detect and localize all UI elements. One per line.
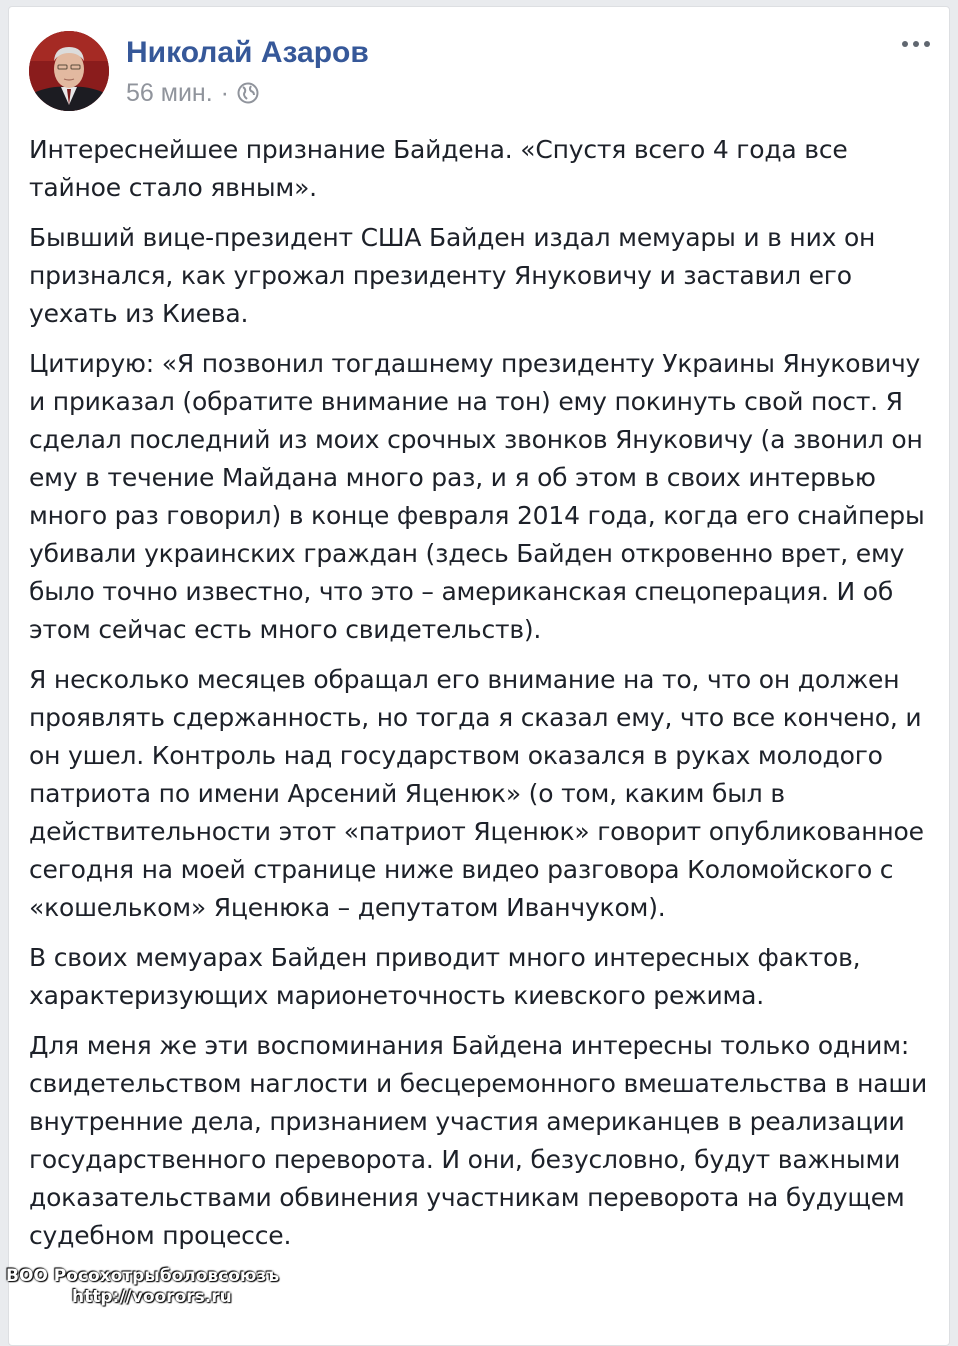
avatar-image	[29, 31, 109, 111]
post-time[interactable]: 56 мин.	[126, 79, 213, 107]
post-paragraph: Интереснейшее признание Байдена. «Спустя всего 4 года все тайное стало явным».	[29, 135, 848, 202]
post-paragraph: Цитирую: «Я позвонил тогдашнему президенту Украины Януковичу и приказал (обратите внимание на тон) ему покинуть свой пост. Я сделал последний из моих срочных звонков Януковичу (а звонил он ему в течение Майдана много раз, и я об этом в своих интервью много раз говорил) в конце февраля 2014 года, когда его снайперы убивали украинских граждан (здесь Байден откровенно врет, ему было точно известно, что это – американская спецоперация. И об этом сейчас есть много свидетельств).	[29, 349, 925, 644]
watermark-org: ВОО Росохотрыболовсоюзъ	[6, 1266, 280, 1286]
author-avatar[interactable]	[29, 31, 109, 111]
post-body	[29, 131, 934, 1267]
globe-icon[interactable]	[237, 82, 259, 104]
post-paragraph: Для меня же эти воспоминания Байдена интересны только одним: свидетельством наглости и бесцеремонного вмешательства в наши внутренние дела, признанием участия американцев в реализации государственного переворота. И они, безусловно, будут важными доказательствами обвинения участникам переворота на будущем судебном процессе.	[29, 1031, 928, 1250]
meta-separator: ·	[220, 79, 229, 107]
watermark-url: http://voorors.ru	[72, 1287, 232, 1307]
more-options-icon[interactable]	[901, 37, 931, 51]
post-card	[8, 6, 950, 1346]
post-meta	[126, 79, 259, 107]
post-paragraph: Я несколько месяцев обращал его внимание на то, что он должен проявлять сдержанность, но тогда я сказал ему, что все кончено, и он ушел. Контроль над государством оказался в руках молодого патриота по имени Арсений Яценюк» (о том, каким был в действительности этот «патриот Яценюк» говорит опубликованное сегодня на моей странице ниже видео разговора Коломойского с «кошельком» Яценюка – депутатом Иванчуком).	[29, 665, 924, 922]
author-name[interactable]: Николай Азаров	[126, 36, 369, 69]
watermark	[6, 1266, 279, 1308]
post-paragraph: Бывший вице-президент США Байден издал мемуары и в них он признался, как угрожал президенту Януковичу и заставил его уехать из Киева.	[29, 223, 876, 328]
post-paragraph: В своих мемуарах Байден приводит много интересных фактов, характеризующих марионеточность киевского режима.	[29, 943, 861, 1010]
post-header	[9, 7, 949, 117]
